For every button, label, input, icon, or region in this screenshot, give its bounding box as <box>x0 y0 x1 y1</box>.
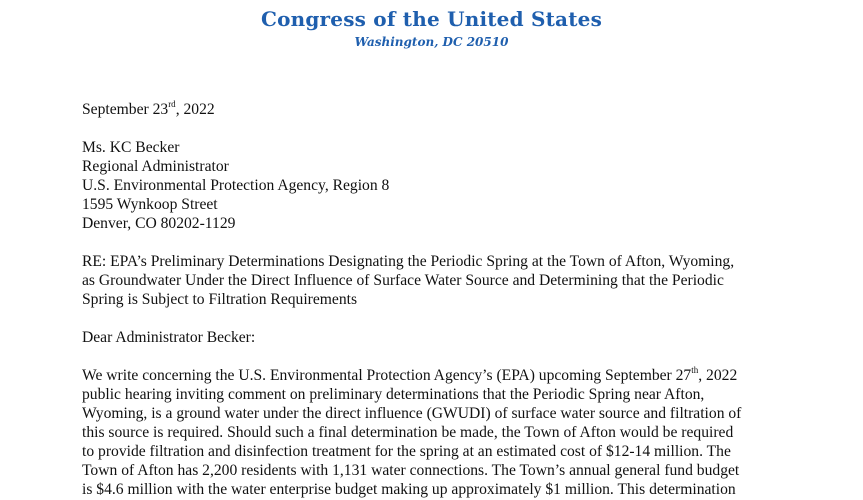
body-line1-sup: th <box>691 364 699 375</box>
body-line <box>82 366 782 385</box>
recipient-city: Denver, CO 80202-1129 <box>82 215 236 232</box>
letterhead-subtitle: Washington, DC 20510 <box>354 35 509 49</box>
letterhead <box>0 6 863 50</box>
body-paragraph <box>82 366 782 499</box>
re-line: Spring is Subject to Filtration Requirements <box>82 291 358 308</box>
re-line: RE: EPA’s Preliminary Determinations Designating the Periodic Spring at the Town of Afton, Wyoming, <box>82 253 735 270</box>
letterhead-title: Congress of the United States <box>260 7 603 31</box>
body-line: Town of Afton has 2,200 residents with 1,131 water connections. The Town’s annual general fund budget <box>82 462 740 479</box>
body-line: Wyoming, is a ground water under the direct influence (GWUDI) of surface water source and filtration of <box>82 405 742 422</box>
date-suffix: rd <box>168 98 176 109</box>
recipient-block <box>82 138 782 233</box>
date-year: , 2022 <box>175 101 215 118</box>
recipient-title: Regional Administrator <box>82 158 229 175</box>
recipient-name: Ms. KC Becker <box>82 139 180 156</box>
salutation: Dear Administrator Becker: <box>82 329 256 346</box>
recipient-agency: U.S. Environmental Protection Agency, Region 8 <box>82 177 390 194</box>
date-prefix: September 23 <box>82 101 169 118</box>
body-line: to provide filtration and disinfection treatment for the spring at an estimated cost of $12-14 million. The <box>82 443 731 460</box>
re-line: as Groundwater Under the Direct Influence of Surface Water Source and Determining that the Periodic <box>82 272 724 289</box>
body-line: this source is required. Should such a final determination be made, the Town of Afton would be required <box>82 424 734 441</box>
recipient-street: 1595 Wynkoop Street <box>82 196 218 213</box>
body-line1-prefix: We write concerning the U.S. Environmental Protection Agency’s (EPA) upcoming September 27 <box>82 367 692 384</box>
body-line: is $4.6 million with the water enterprise budget making up approximately $1 million. This determination <box>82 481 736 498</box>
re-block <box>82 252 782 309</box>
letter-date <box>82 100 782 119</box>
body-line1-suffix: , 2022 <box>698 367 738 384</box>
letter-body <box>82 100 782 499</box>
body-line: public hearing inviting comment on preliminary determinations that the Periodic Spring near Afton, <box>82 386 705 403</box>
